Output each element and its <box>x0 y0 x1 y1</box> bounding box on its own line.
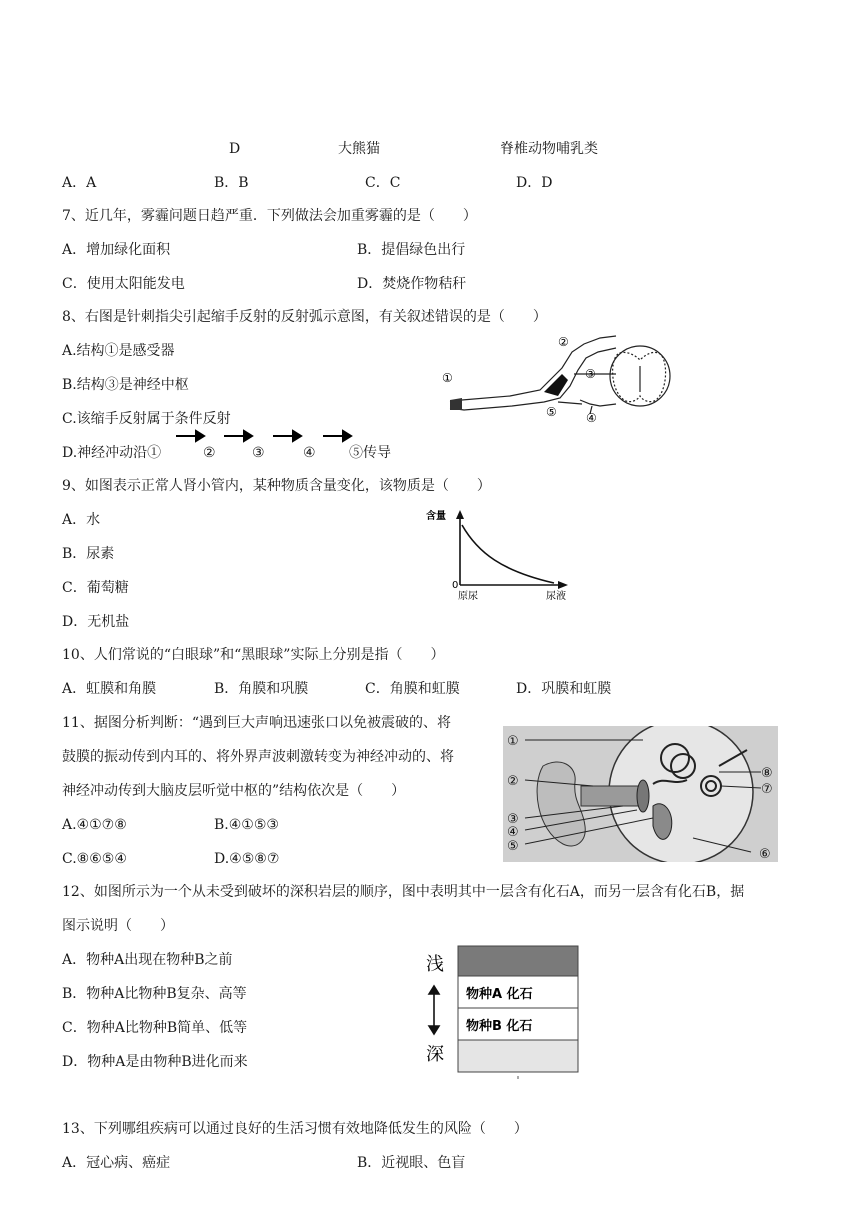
q8-arrows <box>170 428 360 444</box>
q8-option-b[interactable]: B.结构③是神经中枢 <box>62 377 189 393</box>
ear-label-3: ③ <box>507 812 519 827</box>
strata-layer-b: 物种B 化石 <box>466 1019 533 1034</box>
q10-option-a[interactable]: A．虹膜和角膜 <box>62 681 157 697</box>
ear-label-1: ① <box>507 734 519 749</box>
q11-stem-line-2: 鼓膜的振动传到内耳的、将外界声波刺激转变为神经冲动的、将 <box>62 749 454 765</box>
q11-option-d[interactable]: D.④⑤⑧⑦ <box>214 851 280 867</box>
strata-layer-a: 物种A 化石 <box>466 987 533 1002</box>
q13-option-b[interactable]: B．近视眼、色盲 <box>357 1155 466 1171</box>
rock-strata-figure <box>420 940 590 1080</box>
q7-stem: 7、近几年，雾霾问题日趋严重．下列做法会加重雾霾的是（ ） <box>62 208 477 224</box>
ear-anatomy-figure <box>503 726 778 862</box>
q12-option-a[interactable]: A．物种A出现在物种B之前 <box>62 952 233 968</box>
reflex-arc-label-3: ③ <box>585 367 596 381</box>
q7-option-c[interactable]: C．使用太阳能发电 <box>62 276 185 292</box>
q6-row-d-category: 脊椎动物哺乳类 <box>500 141 598 157</box>
q12-option-c[interactable]: C．物种A比物种B简单、低等 <box>62 1020 248 1036</box>
q10-option-c[interactable]: C．角膜和虹膜 <box>365 681 460 697</box>
q8-option-c[interactable]: C.该缩手反射属于条件反射 <box>62 411 231 427</box>
q9-option-b[interactable]: B．尿素 <box>62 546 115 562</box>
q6-row-d-animal: 大熊猫 <box>338 141 380 157</box>
q10-option-d[interactable]: D．巩膜和虹膜 <box>516 681 612 697</box>
q9-option-a[interactable]: A．水 <box>62 512 101 528</box>
q12-stem-line-2: 图示说明（ ） <box>62 918 174 934</box>
q9-option-c[interactable]: C．葡萄糖 <box>62 580 129 596</box>
q6-option-c[interactable]: C．C <box>365 175 401 191</box>
q8-option-a[interactable]: A.结构①是感受器 <box>62 343 175 359</box>
curve-origin: 0 <box>452 580 459 591</box>
q10-option-b[interactable]: B．角膜和巩膜 <box>214 681 309 697</box>
q11-stem-line-1: 11、据图分析判断：“遇到巨大声响迅速张口以免被震破的、将 <box>62 715 451 731</box>
curve-x-end: 尿液 <box>546 591 566 602</box>
ear-label-8: ⑧ <box>761 766 773 781</box>
reflex-arc-label-4: ④ <box>586 411 597 425</box>
q7-option-a[interactable]: A．增加绿化面积 <box>62 242 171 258</box>
ear-label-5: ⑤ <box>507 839 519 854</box>
q6-option-d[interactable]: D．D <box>516 175 553 191</box>
q12-option-d[interactable]: D．物种A是由物种B进化而来 <box>62 1054 248 1070</box>
q11-option-b[interactable]: B.④①⑤③ <box>214 817 279 833</box>
q6-option-b[interactable]: B．B <box>214 175 249 191</box>
curve-ylabel: 含量 <box>426 511 446 522</box>
q6-row-d-letter: D <box>229 141 241 157</box>
ear-label-6: ⑥ <box>759 847 771 862</box>
q8-option-d-n2: ② <box>203 445 216 461</box>
q9-option-d[interactable]: D．无机盐 <box>62 614 130 630</box>
q11-option-a[interactable]: A.④①⑦⑧ <box>62 817 127 833</box>
reflex-arc-diagram <box>440 330 685 430</box>
q8-option-d-n5: ⑤传导 <box>349 445 391 461</box>
reflex-arc-label-5: ⑤ <box>546 405 557 419</box>
q11-option-c[interactable]: C.⑧⑥⑤④ <box>62 851 127 867</box>
concentration-curve-figure <box>422 505 572 605</box>
q8-option-d-n4: ④ <box>303 445 316 461</box>
q12-option-b[interactable]: B．物种A比物种B复杂、高等 <box>62 986 247 1002</box>
q7-option-b[interactable]: B．提倡绿色出行 <box>357 242 466 258</box>
q7-option-d[interactable]: D．焚烧作物秸秆 <box>357 276 467 292</box>
q8-option-d[interactable] <box>62 444 422 462</box>
q6-option-a[interactable]: A．A <box>62 175 97 191</box>
reflex-arc-label-2: ② <box>558 335 569 349</box>
ear-label-7: ⑦ <box>761 782 773 797</box>
q13-option-a[interactable]: A．冠心病、癌症 <box>62 1155 171 1171</box>
strata-top-label: 浅 <box>426 954 444 975</box>
q12-stem-line-1: 12、如图所示为一个从未受到破坏的深积岩层的顺序，图中表明其中一层含有化石A，而另一层含有化石B，据 <box>62 884 745 900</box>
curve-x-start: 原尿 <box>458 591 478 602</box>
q11-stem-line-3: 神经冲动传到大脑皮层听觉中枢的”结构依次是（ ） <box>62 783 406 799</box>
q8-stem: 8、右图是针刺指尖引起缩手反射的反射弧示意图，有关叙述错误的是（ ） <box>62 309 547 325</box>
q13-stem: 13、下列哪组疾病可以通过良好的生活习惯有效地降低发生的风险（ ） <box>62 1121 528 1137</box>
q9-stem: 9、如图表示正常人肾小管内，某种物质含量变化，该物质是（ ） <box>62 478 491 494</box>
reflex-arc-label-1: ① <box>442 371 453 385</box>
q8-option-d-n3: ③ <box>252 445 265 461</box>
ear-label-2: ② <box>507 774 519 789</box>
strata-bottom-label: 深 <box>426 1044 444 1065</box>
ear-label-4: ④ <box>507 825 519 840</box>
q8-option-d-prefix: D.神经冲动沿① <box>62 445 162 461</box>
q10-stem: 10、人们常说的“白眼球”和“黑眼球”实际上分别是指（ ） <box>62 647 445 663</box>
